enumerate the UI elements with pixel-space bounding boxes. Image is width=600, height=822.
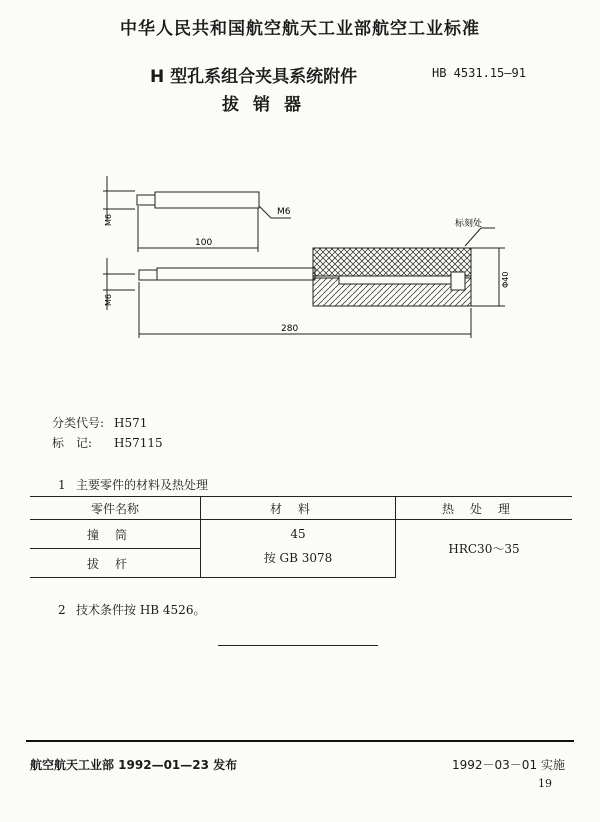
- page-number: 19: [538, 777, 552, 790]
- table-row: [30, 520, 572, 549]
- label-m6-side-top: M6: [104, 214, 113, 226]
- document-subtitle: 拔销器: [222, 95, 315, 115]
- classification-code-value: H571: [114, 416, 148, 430]
- classification-mark: [52, 434, 163, 451]
- header-material: 材料: [201, 497, 396, 520]
- label-m6-top: M6: [277, 207, 291, 217]
- section-1-title: 主要零件的材料及热处理: [76, 478, 209, 492]
- row-1-part: 撞筒: [30, 520, 201, 549]
- label-phi40: Φ40: [501, 271, 510, 288]
- heat-treatment-value: HRC30～35: [396, 520, 573, 578]
- label-marking: 标刻处: [455, 219, 483, 229]
- footer-rule: [26, 740, 574, 742]
- section-2-text: 技术条件按 HB 4526。: [76, 603, 206, 617]
- classification-mark-value: H57115: [114, 436, 163, 450]
- document-title: H 型孔系组合夹具系统附件: [150, 67, 358, 87]
- section-1-heading: [58, 476, 208, 493]
- table-header-row: [30, 497, 572, 520]
- classification-code-label: 分类代号:: [52, 416, 105, 430]
- standard-number: HB 4531.15—91: [432, 66, 526, 80]
- label-280: 280: [281, 324, 299, 334]
- end-divider: [218, 645, 378, 646]
- classification-mark-label: 标 记:: [52, 436, 93, 450]
- row-2-part: 拔杆: [30, 549, 201, 578]
- technical-drawing: [95, 168, 515, 348]
- implement-date: 1992－03－01 实施: [452, 758, 565, 772]
- section-2: [58, 601, 205, 618]
- org-header: 中华人民共和国航空航天工业部航空工业标准: [120, 19, 480, 39]
- materials-table: [30, 496, 572, 578]
- classification-code: [52, 414, 147, 431]
- label-100: 100: [195, 238, 213, 248]
- section-2-number: 2: [58, 603, 66, 617]
- label-m6-side-bottom: M6: [104, 294, 113, 306]
- row-2-material: 按 GB 3078: [201, 549, 396, 578]
- header-part-name: 零件名称: [30, 497, 201, 520]
- publish-info: 航空航天工业部 1992—01—23 发布: [30, 758, 238, 772]
- puller-assembly: [103, 228, 505, 338]
- header-heat-treatment: 热处理: [396, 497, 573, 520]
- section-1-number: 1: [58, 478, 66, 492]
- row-1-material: 45: [201, 520, 396, 549]
